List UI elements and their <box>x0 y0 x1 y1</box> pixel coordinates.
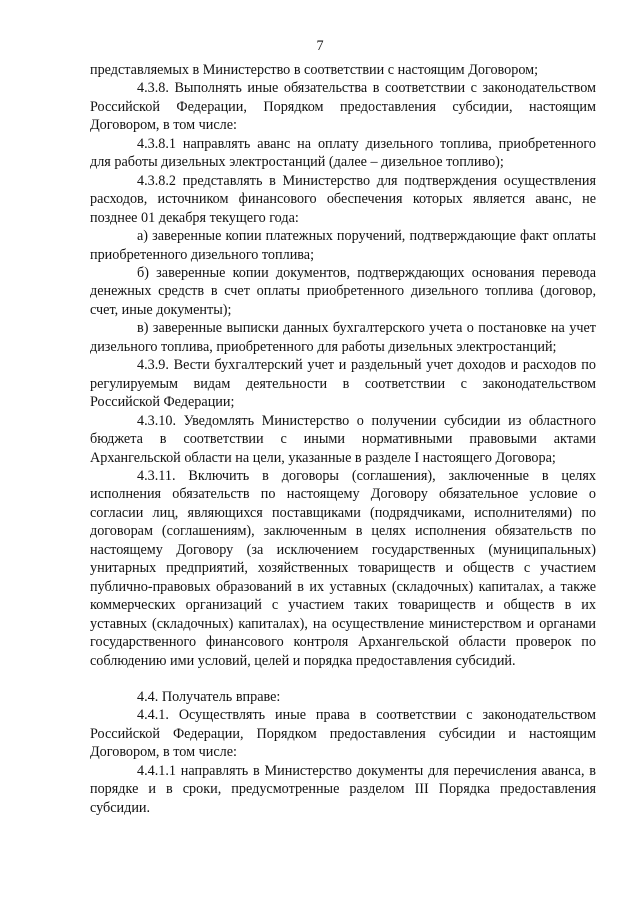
paragraph-item-b: б) заверенные копии документов, подтверждающих основания перевода денежных средств в счет оплаты приобретенного дизельного топлива (договор, счет, иные документы); <box>90 264 596 318</box>
paragraph-4-3-8-1: 4.3.8.1 направлять аванс на оплату дизельного топлива, приобретенного для работы дизельных электростанций (далее – дизельное топливо); <box>90 135 596 171</box>
paragraph-4-3-11: 4.3.11. Включить в договоры (соглашения), заключенные в целях исполнения обязательств по настоящему Договору обязательное условие о согласии лиц, являющихся поставщиками (подрядчиками, исполнителями) по договорам (соглашениям), заключенным в целях исполнения обязательств по настоящему Договору (за исключением государственных (муниципальных) унитарных предприятий, хозяйственных товариществ и обществ с участием публично-правовых образований в их уставных (складочных) капиталах, а также коммерческих организаций с участием таких товариществ и обществ в их уставных (складочных) капиталах), на осуществление министерством и органами государственного финансового контроля Архангельской области проверок по соблюдению ими условий, целей и порядка предоставления субсидий. <box>90 467 596 669</box>
paragraph-item-a: а) заверенные копии платежных поручений, подтверждающие факт оплаты приобретенного дизельного топлива; <box>90 228 596 263</box>
paragraph-4-4: 4.4. Получатель вправе: <box>137 688 281 705</box>
paragraph-4-3-8: 4.3.8. Выполнять иные обязательства в соответствии с законодательством Российской Федерации, Порядком предоставления субсидии, настоящим Договором, в том числе: <box>90 80 596 134</box>
paragraph-4-4-1-1: 4.4.1.1 направлять в Министерство документы для перечисления аванса, в порядке и в сроки, предусмотренные разделом III Порядка предоставления субсидии. <box>90 762 596 816</box>
paragraph-4-3-8-2: 4.3.8.2 представлять в Министерство для подтверждения осуществления расходов, источником финансового обеспечения которых является аванс, не позднее 01 декабря текущего года: <box>90 172 596 226</box>
paragraph-continuation: представляемых в Министерство в соответствии с настоящим Договором; <box>90 62 539 78</box>
page-number: 7 <box>316 38 324 54</box>
paragraph-4-3-9: 4.3.9. Вести бухгалтерский учет и раздельный учет доходов и расходов по регулируемым видам деятельности в соответствии с законодательством Российской Федерации; <box>90 357 596 411</box>
paragraph-4-4-1: 4.4.1. Осуществлять иные права в соответствии с законодательством Российской Федерации, Порядком предоставления субсидии и настоящим Договором, в том числе: <box>90 707 596 761</box>
document-body <box>90 61 596 817</box>
paragraph-4-3-10: 4.3.10. Уведомлять Министерство о получении субсидии из областного бюджета в соответствии с иными нормативными правовыми актами Архангельской области на цели, указанные в разделе I настоящего Договора; <box>90 412 596 466</box>
paragraph-item-v: в) заверенные выписки данных бухгалтерского учета о постановке на учет дизельного топлива, приобретенного для работы дизельных электростанций; <box>90 320 596 355</box>
